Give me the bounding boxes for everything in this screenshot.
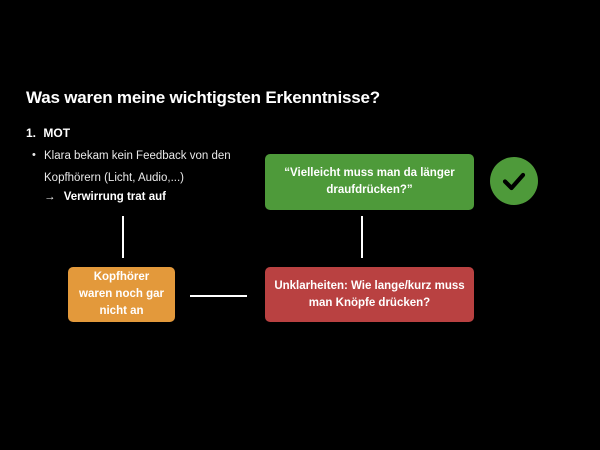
connector-vertical-right xyxy=(361,216,363,258)
slide-title: Was waren meine wichtigsten Erkenntnisse? xyxy=(26,88,380,107)
arrow-right-icon: → xyxy=(44,191,56,203)
checkmark-icon xyxy=(490,157,538,205)
bullet-text-line2: Kopfhörern (Licht, Audio,...) xyxy=(44,172,184,184)
conclusion-text: Verwirrung trat auf xyxy=(63,191,166,203)
checkmark-glyph xyxy=(490,157,538,205)
cause-box: Kopfhörer waren noch gar nicht an xyxy=(68,267,175,322)
problem-box: Unklarheiten: Wie lange/kurz muss man Knöpfe drücken? xyxy=(265,267,474,322)
section-heading-text: MOT xyxy=(43,126,71,140)
section-heading xyxy=(26,126,70,140)
bullet-dot: • xyxy=(32,149,36,161)
conclusion-line xyxy=(44,191,166,203)
connector-vertical-left xyxy=(122,216,124,258)
bullet-text-line1: Klara bekam kein Feedback von den xyxy=(44,150,231,162)
connector-horizontal xyxy=(190,295,247,297)
quote-box: “Vielleicht muss man da länger draufdrücken?” xyxy=(265,154,474,210)
section-number: 1. xyxy=(26,126,37,140)
